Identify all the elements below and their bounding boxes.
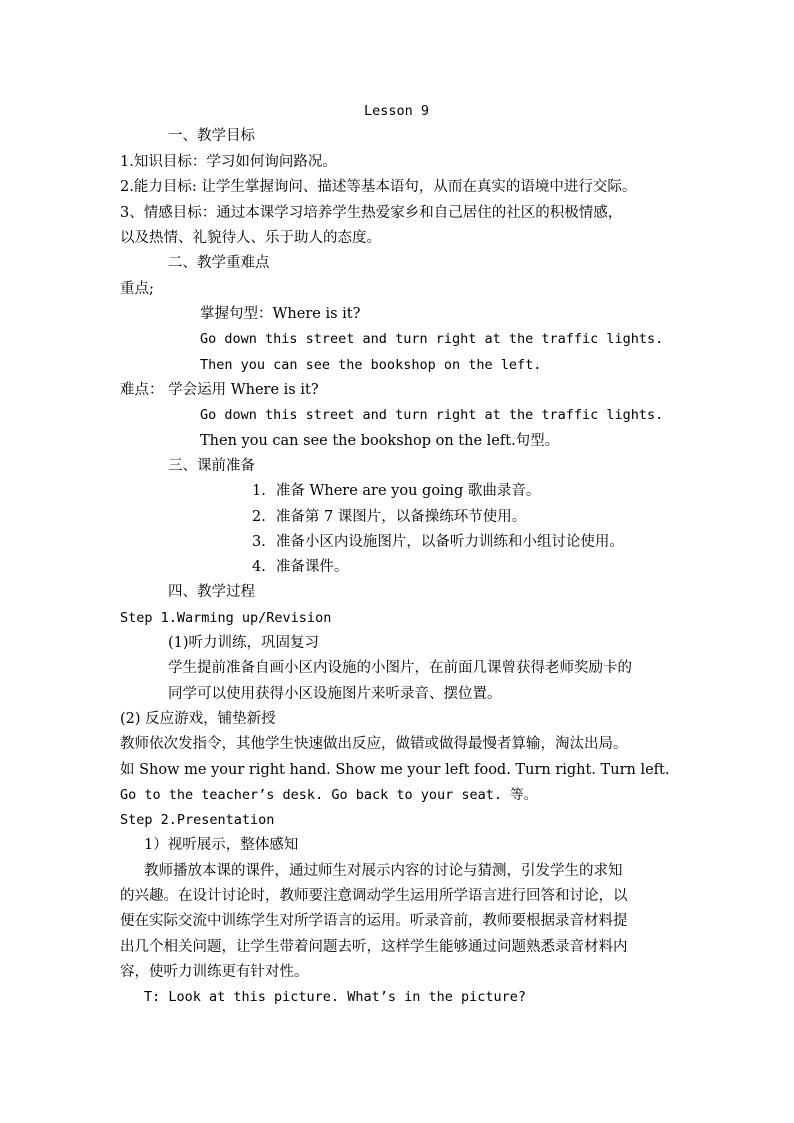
section-heading-key-points: 二、教学重难点	[168, 255, 270, 271]
step-1-sub-reaction-game: (2) 反应游戏，铺垫新授	[120, 711, 276, 727]
step-2-paragraph-line-2: 的兴趣。在设计讨论时，教师要注意调动学生运用所学语言进行回答和讨论，以	[120, 888, 628, 904]
step-2-sub-audiovisual: 1）视听展示，整体感知	[144, 837, 299, 853]
prep-item: 4. 准备课件。	[252, 559, 349, 575]
difficult-point-example-2: Then you can see the bookshop on the left.句型。	[200, 433, 560, 449]
step-2-paragraph-line-4: 出几个相关问题，让学生带着问题去听，这样学生能够通过问题熟悉录音材料内	[120, 939, 628, 955]
step-2-heading: Step 2.Presentation	[120, 812, 275, 828]
step-2-paragraph-line-5: 容，使听力训练更有针对性。	[120, 964, 309, 980]
section-heading-objectives: 一、教学目标	[168, 128, 255, 144]
step-1-game-line-3: Go to the teacher’s desk. Go back to your seat. 等。	[120, 787, 538, 803]
key-points-label: 重点;	[120, 281, 154, 297]
objective-knowledge: 1.知识目标：学习如何询问路况。	[120, 154, 337, 170]
section-heading-process: 四、教学过程	[168, 584, 255, 600]
key-point-sentence-pattern: 掌握句型：Where is it?	[200, 306, 361, 322]
difficult-point-example-1: Go down this street and turn right at the traffic lights.	[200, 407, 664, 423]
step-2-paragraph-line-3: 便在实际交流中训练学生对所学语言的运用。听录音前，教师要根据录音材料提	[120, 913, 628, 929]
objective-ability: 2.能力目标: 让学生掌握询问、描述等基本语句，从而在真实的语境中进行交际。	[120, 179, 637, 195]
step-1-game-line-2: 如 Show me your right hand. Show me your left food. Turn right. Turn left.	[120, 762, 670, 778]
step-1-paragraph-line-1: 学生提前准备自画小区内设施的小图片，在前面几课曾获得老师奖励卡的	[168, 660, 632, 676]
prep-item: 3. 准备小区内设施图片，以备听力训练和小组讨论使用。	[252, 534, 624, 550]
key-point-example-1: Go down this street and turn right at the traffic lights.	[200, 331, 664, 347]
objective-emotion-line-2: 以及热情、礼貌待人、乐于助人的态度。	[120, 230, 381, 246]
step-2-paragraph-line-1: 教师播放本课的课件，通过师生对展示内容的讨论与猜测，引发学生的求知	[144, 863, 623, 879]
key-point-example-2: Then you can see the bookshop on the left.	[200, 357, 542, 373]
step-1-sub-listening: (1)听力训练，巩固复习	[168, 635, 320, 651]
step-1-heading: Step 1.Warming up/Revision	[120, 610, 332, 626]
step-1-game-line-1: 教师依次发指令，其他学生快速做出反应，做错或做得最慢者算输，淘汰出局。	[120, 736, 628, 752]
step-1-paragraph-line-2: 同学可以使用获得小区设施图片来听录音、摆位置。	[168, 686, 502, 702]
objective-emotion-line-1: 3、情感目标：通过本课学习培养学生热爱家乡和自己居住的社区的积极情感，	[120, 205, 623, 221]
prep-item: 2. 准备第 7 课图片，以备操练环节使用。	[252, 509, 527, 525]
section-heading-preparation: 三、课前准备	[168, 458, 255, 474]
prep-item: 1. 准备 Where are you going 歌曲录音。	[252, 483, 541, 499]
difficult-point: 难点： 学会运用 Where is it?	[120, 382, 319, 398]
dialogue-line: T: Look at this picture. What’s in the picture?	[144, 989, 527, 1005]
lesson-title: Lesson 9	[364, 103, 430, 119]
